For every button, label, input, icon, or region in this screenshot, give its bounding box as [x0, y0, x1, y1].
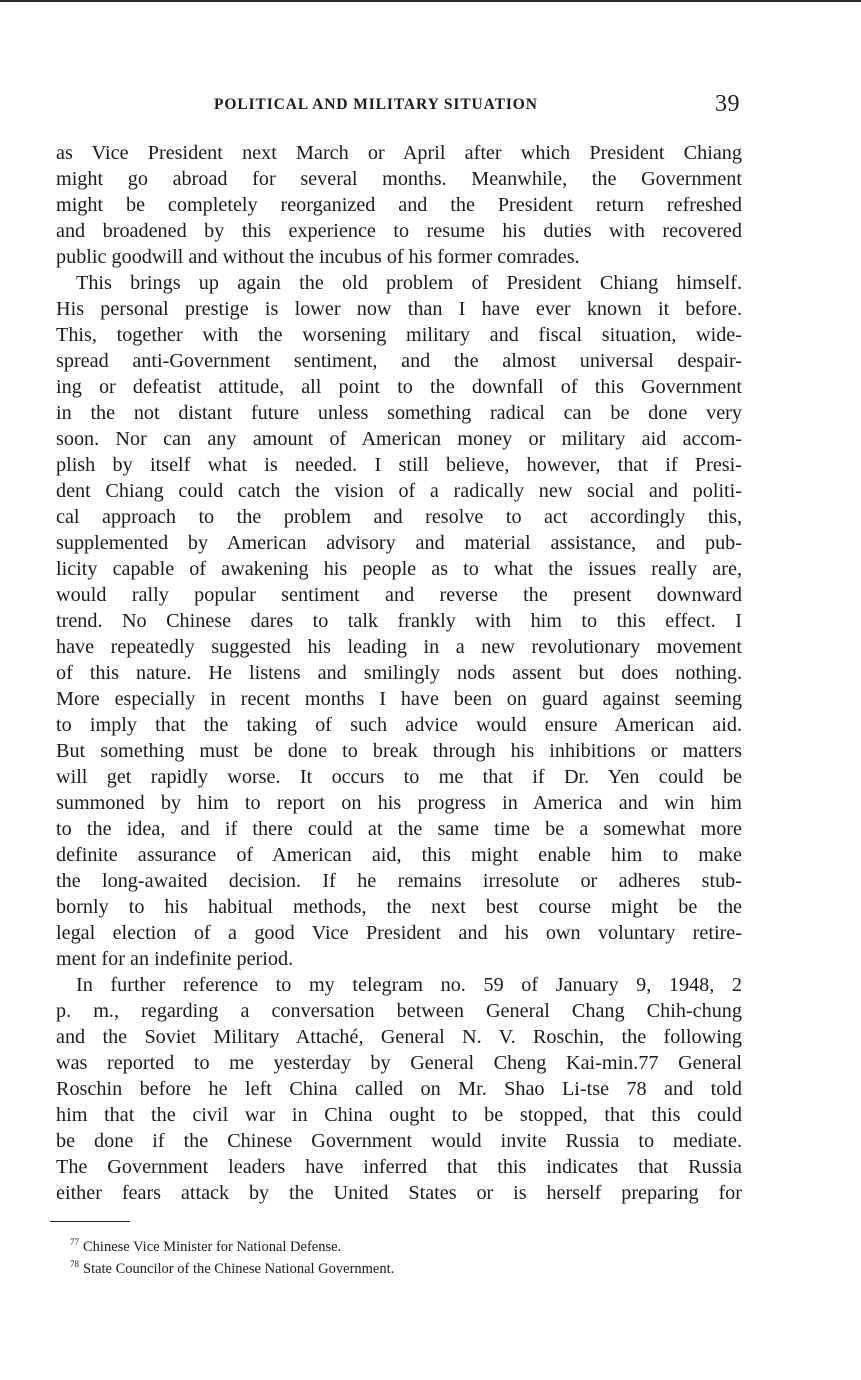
text-line: But something must be done to break through his inhibitions or matters — [56, 740, 742, 762]
text-line: and broadened by this experience to resume his duties with recovered — [56, 220, 742, 242]
text-line: plish by itself what is needed. I still believe, however, that if Presi- — [56, 454, 742, 476]
text-line: would rally popular sentiment and reverse the present downward — [56, 584, 742, 606]
text-line: Roschin before he left China called on Mr. Shao Li-tse 78 and told — [56, 1078, 742, 1100]
text-line: This brings up again the old problem of President Chiang himself. — [76, 272, 742, 294]
text-line: him that the civil war in China ought to be stopped, that this could — [56, 1104, 742, 1126]
text-line: ment for an indefinite period. — [56, 948, 294, 970]
footnote-rule — [50, 1221, 130, 1222]
text-line: public goodwill and without the incubus of his former comrades. — [56, 246, 580, 268]
text-line: summoned by him to report on his progress in America and win him — [56, 792, 742, 814]
text-line: legal election of a good Vice President and his own voluntary retire- — [56, 922, 742, 944]
page-number: 39 — [715, 91, 740, 117]
text-line: soon. Nor can any amount of American money or military aid accom- — [56, 428, 742, 450]
text-line: in the not distant future unless something radical can be done very — [56, 402, 742, 424]
text-line: cal approach to the problem and resolve to act accordingly this, — [56, 506, 742, 528]
text-line: might go abroad for several months. Meanwhile, the Government — [56, 168, 742, 190]
text-line: p. m., regarding a conversation between General Chang Chih-chung — [56, 1000, 742, 1022]
text-line: was reported to me yesterday by General Cheng Kai-min.77 General — [56, 1052, 742, 1074]
text-line: of this nature. He listens and smilingly nods assent but does nothing. — [56, 662, 742, 684]
text-line: the long-awaited decision. If he remains irresolute or adheres stub- — [56, 870, 742, 892]
text-line: In further reference to my telegram no. 59 of January 9, 1948, 2 — [76, 974, 742, 996]
text-line: This, together with the worsening military and fiscal situation, wide- — [56, 324, 742, 346]
footnote-text: Chinese Vice Minister for National Defense. — [83, 1238, 342, 1255]
text-line: ing or defeatist attitude, all point to the downfall of this Government — [56, 376, 742, 398]
text-line: His personal prestige is lower now than I have ever known it before. — [56, 298, 742, 320]
running-header — [0, 93, 861, 123]
text-line: The Government leaders have inferred that this indicates that Russia — [56, 1156, 742, 1178]
text-line: to imply that the taking of such advice would ensure American aid. — [56, 714, 742, 736]
footnote — [70, 1256, 670, 1278]
text-line: and the Soviet Military Attaché, General N. V. Roschin, the following — [56, 1026, 742, 1048]
footnote-number: 77 — [70, 1237, 79, 1247]
text-line: trend. No Chinese dares to talk frankly with him to this effect. I — [56, 610, 742, 632]
text-line: spread anti-Government sentiment, and the almost universal despair- — [56, 350, 742, 372]
text-line: supplemented by American advisory and material assistance, and pub- — [56, 532, 742, 554]
footnote-text: State Councilor of the Chinese National Government. — [83, 1260, 395, 1277]
text-line: as Vice President next March or April after which President Chiang — [56, 142, 742, 164]
text-line: be done if the Chinese Government would invite Russia to mediate. — [56, 1130, 742, 1152]
text-line: either fears attack by the United States or is herself preparing for — [56, 1182, 742, 1204]
footnote-number: 78 — [70, 1258, 79, 1269]
text-line: licity capable of awakening his people as to what the issues really are, — [56, 558, 742, 580]
text-line: More especially in recent months I have been on guard against seeming — [56, 688, 742, 710]
running-title: POLITICAL AND MILITARY SITUATION — [214, 96, 538, 113]
text-line: will get rapidly worse. It occurs to me that if Dr. Yen could be — [56, 766, 742, 788]
text-line: have repeatedly suggested his leading in a new revolutionary movement — [56, 636, 742, 658]
text-line: bornly to his habitual methods, the next best course might be the — [56, 896, 742, 918]
text-line: definite assurance of American aid, this might enable him to make — [56, 844, 742, 866]
footnotes — [70, 1234, 670, 1278]
body-text — [56, 140, 742, 1206]
text-line: to the idea, and if there could at the same time be a somewhat more — [56, 818, 742, 840]
text-line: dent Chiang could catch the vision of a radically new social and politi- — [56, 480, 742, 502]
footnote — [70, 1234, 670, 1256]
text-line: might be completely reorganized and the President return refreshed — [56, 194, 742, 216]
top-page-rule — [0, 0, 861, 2]
